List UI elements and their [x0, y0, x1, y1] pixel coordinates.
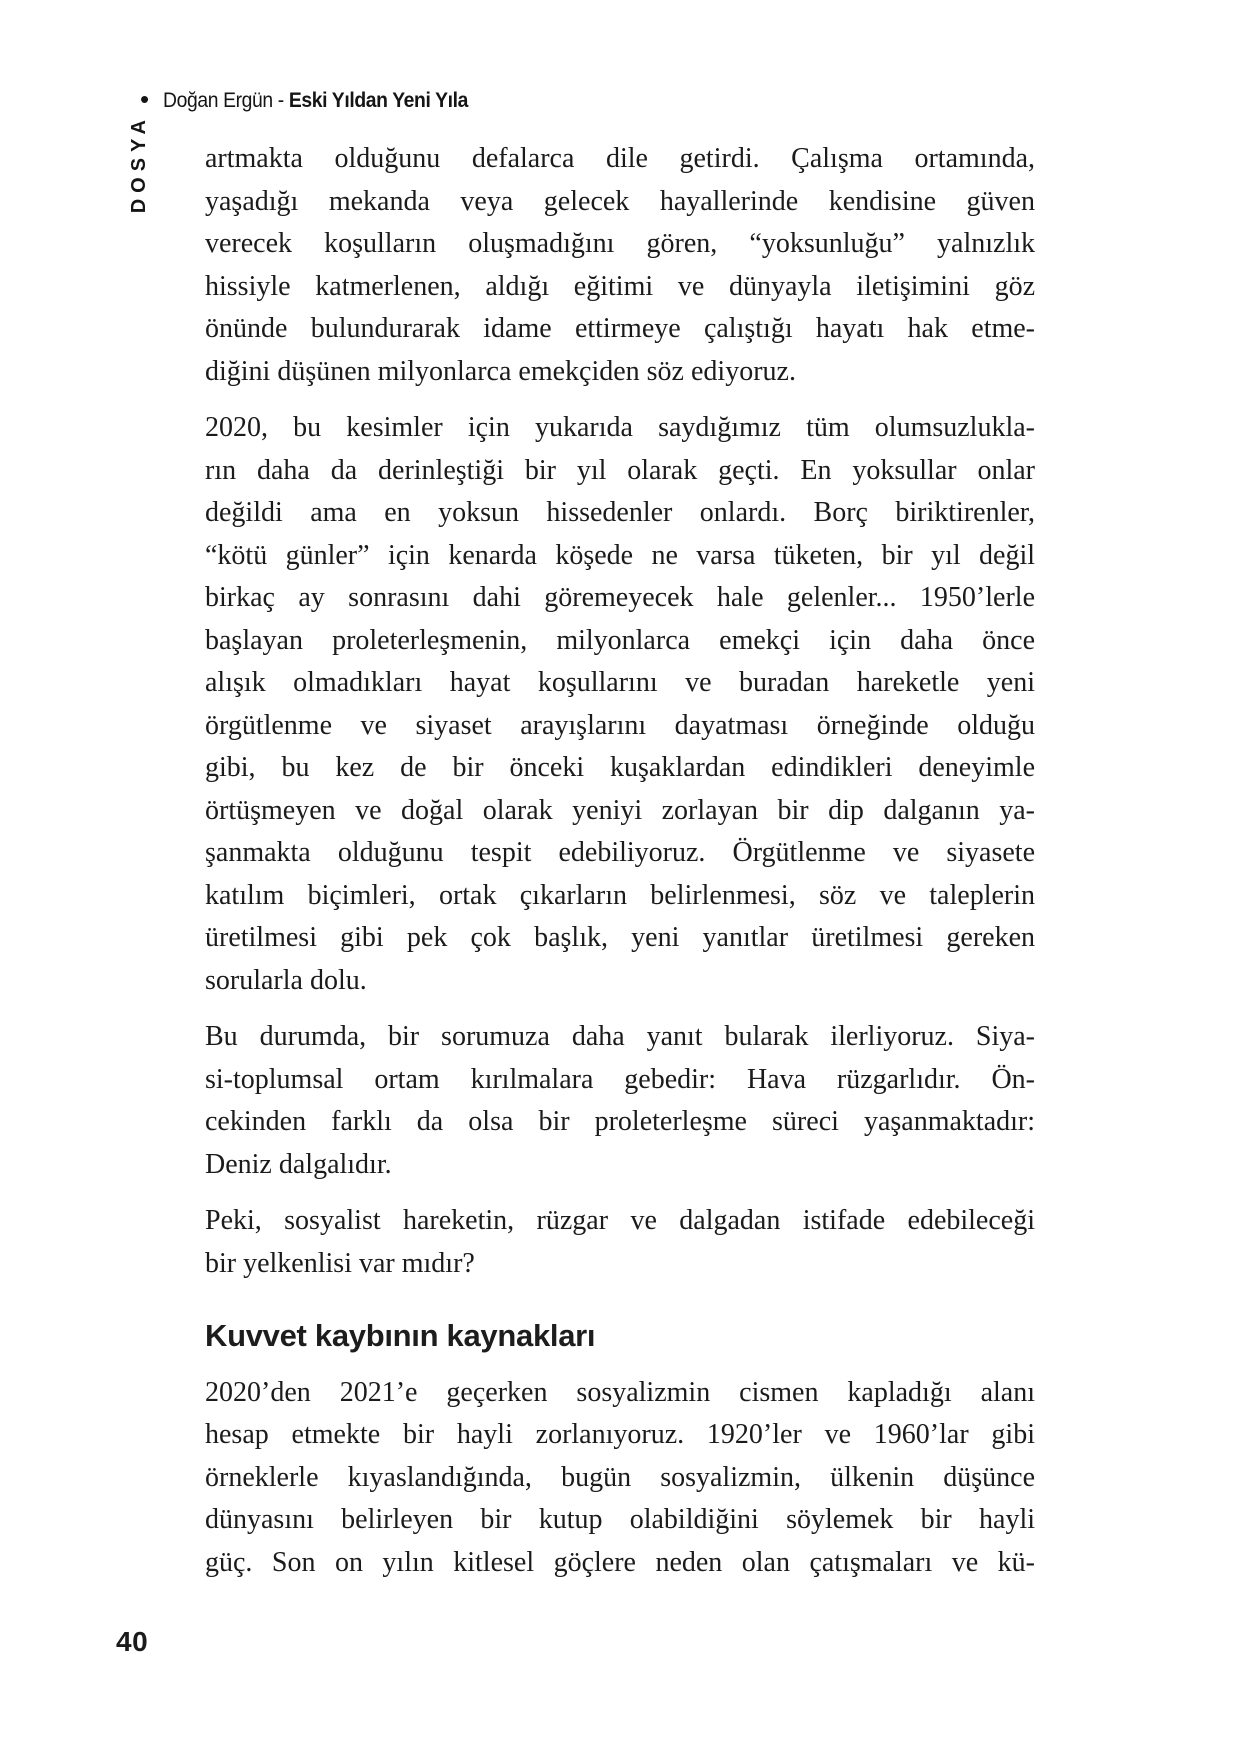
text-line: verecek koşulların oluşmadığını gören, “yoksunluğu” yalnızlık	[205, 228, 1035, 259]
text-line: gibi, bu kez de bir önceki kuşaklardan edindikleri deneyimle	[205, 752, 1035, 783]
text-line: cekinden farklı da olsa bir proleterleşme süreci yaşanmaktadır:	[205, 1106, 1035, 1137]
text-line: Bu durumda, bir sorumuza daha yanıt bularak ilerliyoruz. Siya-	[205, 1021, 1035, 1052]
text-line: örgütlenme ve siyaset arayışlarını dayatması örneğinde olduğu	[205, 709, 1035, 741]
text-line: şanmakta olduğunu tespit edebiliyoruz. Örgütlenme ve siyasete	[205, 837, 1035, 868]
section-heading: Kuvvet kaybının kaynakları	[205, 1318, 596, 1353]
text-line: örneklerle kıyaslandığında, bugün sosyalizmin, ülkenin düşünce	[205, 1461, 1035, 1493]
text-line: 2020, bu kesimler için yukarıda saydığımız tüm olumsuzlukla-	[205, 412, 1035, 443]
paragraph	[205, 138, 1035, 393]
text-line: 2020’den 2021’e geçerken sosyalizmin cismen kapladığı alanı	[205, 1376, 1035, 1408]
text-line: si-toplumsal ortam kırılmalara gebedir: Hava rüzgarlıdır. Ön-	[205, 1063, 1035, 1095]
text-line: sorularla dolu.	[205, 964, 367, 996]
body-text	[205, 138, 1035, 1598]
text-line: rın daha da derinleştiği bir yıl olarak geçti. En yoksullar onlar	[205, 454, 1035, 486]
dosya-sidebar-label: DOSYA	[128, 114, 150, 214]
header-author: Doğan Ergün -	[163, 89, 289, 112]
page-number: 40	[116, 1626, 149, 1657]
text-line: artmakta olduğunu defalarca dile getirdi. Çalışma ortamında,	[205, 143, 1035, 174]
text-line: katılım biçimleri, ortak çıkarların belirlenmesi, söz ve taleplerin	[205, 879, 1035, 911]
text-line: yaşadığı mekanda veya gelecek hayallerinde kendisine güven	[205, 185, 1035, 217]
text-line: dünyasını belirleyen bir kutup olabildiğini söylemek bir hayli	[205, 1504, 1035, 1535]
text-line: Deniz dalgalıdır.	[205, 1148, 392, 1180]
paragraph	[205, 1200, 1035, 1285]
page-header	[140, 84, 495, 114]
text-line: alışık olmadıkları hayat koşullarını ve buradan hareketle yeni	[205, 667, 1035, 698]
header-bullet-icon: •	[140, 84, 150, 114]
text-line: başlayan proleterleşmenin, milyonlarca emekçi için daha önce	[205, 624, 1035, 656]
text-line: diğini düşünen milyonlarca emekçiden söz ediyoruz.	[205, 355, 796, 387]
text-line: örtüşmeyen ve doğal olarak yeniyi zorlayan bir dip dalganın ya-	[205, 794, 1035, 826]
text-line: değildi ama en yoksun hissedenler onlardı. Borç biriktirenler,	[205, 497, 1035, 528]
paragraph	[205, 1372, 1035, 1585]
text-line: birkaç ay sonrasını dahi göremeyecek hale gelenler... 1950’lerle	[205, 582, 1035, 613]
text-line: hissiyle katmerlenen, aldığı eğitimi ve dünyayla iletişimini göz	[205, 270, 1035, 302]
text-line: bir yelkenlisi var mıdır?	[205, 1247, 475, 1279]
paragraph	[205, 407, 1035, 1002]
text-line: güç. Son on yılın kitlesel göçlere neden olan çatışmaları ve kü-	[205, 1546, 1035, 1578]
text-line: üretilmesi gibi pek çok başlık, yeni yanıtlar üretilmesi gereken	[205, 922, 1035, 953]
paragraph	[205, 1016, 1035, 1186]
text-line: hesap etmekte bir hayli zorlanıyoruz. 1920’ler ve 1960’lar gibi	[205, 1419, 1035, 1450]
text-line: Peki, sosyalist hareketin, rüzgar ve dalgadan istifade edebileceği	[205, 1205, 1035, 1236]
header-text	[163, 89, 468, 113]
header-article-title: Eski Yıldan Yeni Yıla	[288, 89, 469, 112]
text-line: önünde bulundurarak idame ettirmeye çalıştığı hayatı hak etme-	[205, 313, 1035, 344]
text-line: “kötü günler” için kenarda köşede ne varsa tüketen, bir yıl değil	[205, 539, 1035, 571]
